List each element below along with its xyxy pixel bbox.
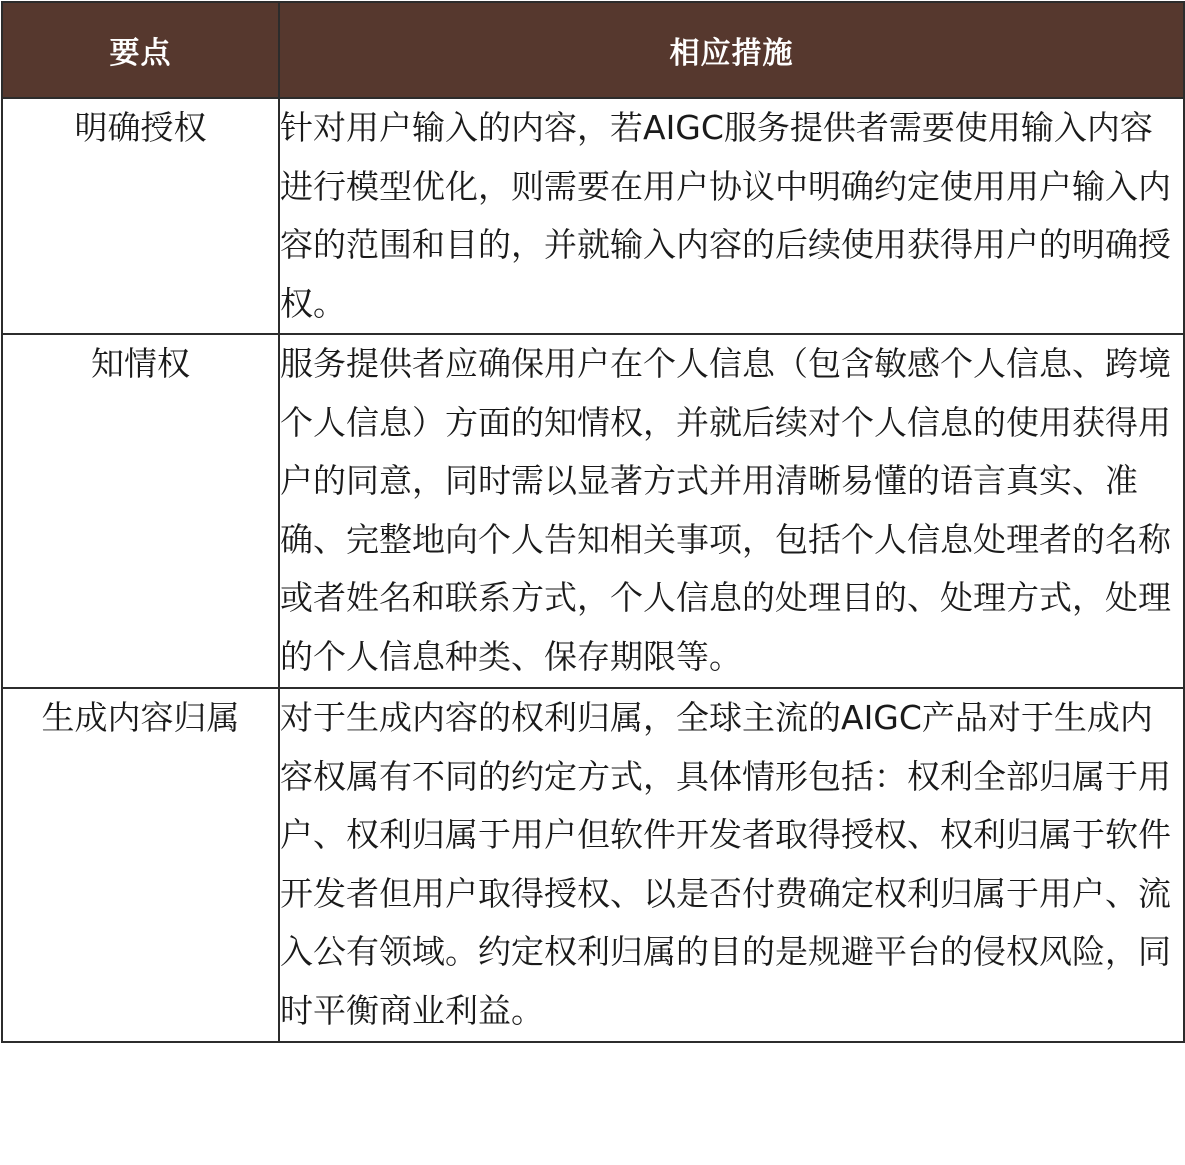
row-point-content-ownership: 生成内容归属 xyxy=(2,688,279,1042)
table-row xyxy=(2,98,1184,334)
row-point-explicit-authorization: 明确授权 xyxy=(2,98,279,334)
row-measure-text: 服务提供者应确保用户在个人信息（包含敏感个人信息、跨境个人信息）方面的知情权，并就后续对个人信息的使用获得用户的同意，同时需以显著方式并用清晰易懂的语言真实、准确、完整地向个人告知相关事项，包括个人信息处理者的名称或者姓名和联系方式，个人信息的处理目的、处理方式，处理的个人信息种类、保存期限等。 xyxy=(279,334,1184,688)
header-key-points: 要点 xyxy=(2,2,279,98)
header-measures: 相应措施 xyxy=(279,2,1184,98)
table-row xyxy=(2,688,1184,1042)
row-measure-text: 针对用户输入的内容，若AIGC服务提供者需要使用输入内容进行模型优化，则需要在用户协议中明确约定使用用户输入内容的范围和目的，并就输入内容的后续使用获得用户的明确授权。 xyxy=(279,98,1184,334)
table-header-row xyxy=(2,2,1184,98)
row-point-right-to-know: 知情权 xyxy=(2,334,279,688)
table-row xyxy=(2,334,1184,688)
measures-table xyxy=(1,1,1185,1043)
row-measure-text: 对于生成内容的权利归属，全球主流的AIGC产品对于生成内容权属有不同的约定方式，具体情形包括：权利全部归属于用户、权利归属于用户但软件开发者取得授权、权利归属于软件开发者但用户取得授权、以是否付费确定权利归属于用户、流入公有领域。约定权利归属的目的是规避平台的侵权风险，同时平衡商业利益。 xyxy=(279,688,1184,1042)
